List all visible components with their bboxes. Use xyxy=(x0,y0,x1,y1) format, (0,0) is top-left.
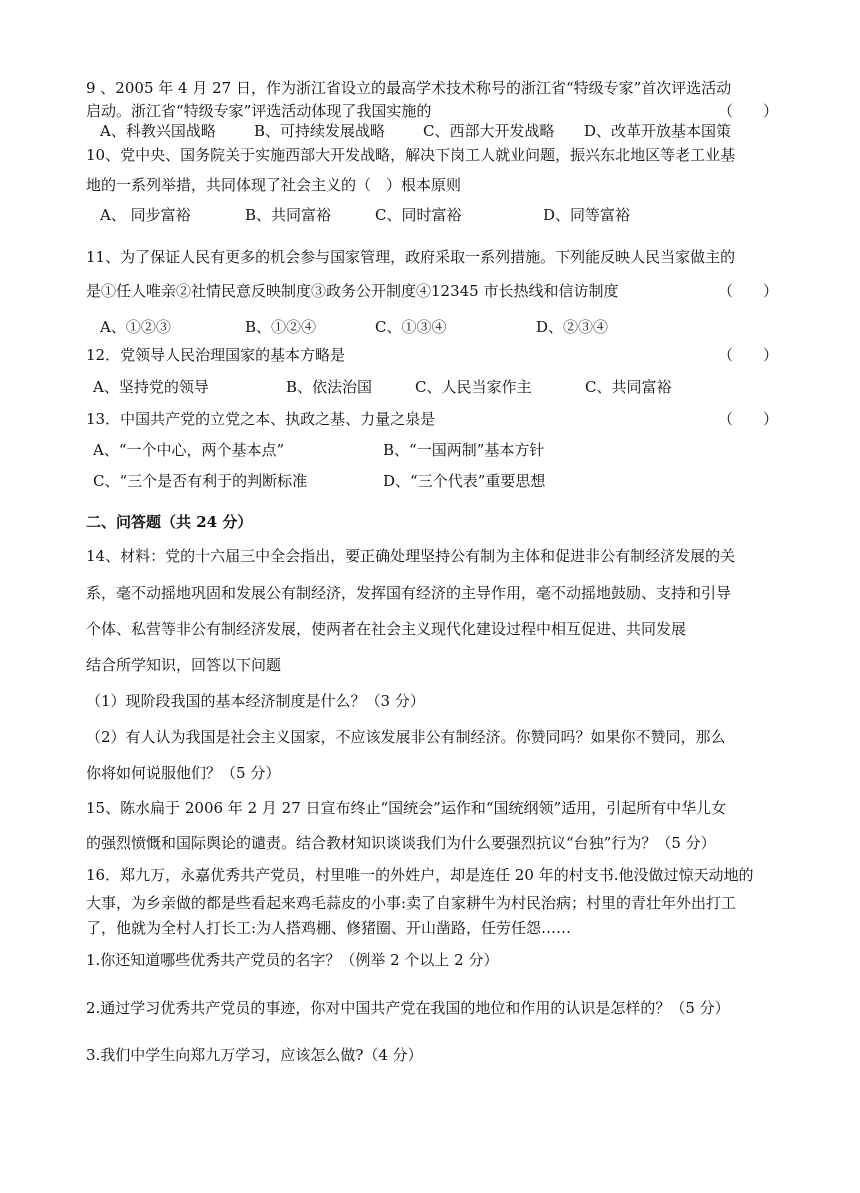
q15-line2: 的强烈愤慨和国际舆论的谴责。结合教材知识谈谈我们为什么要强烈抗议“台独”行为？（5 分） xyxy=(86,834,716,852)
q9-line1: 9 、2005 年 4 月 27 日，作为浙江省设立的最高学术技术称号的浙江省“特级专家”首次评选活动 xyxy=(86,79,732,97)
q11-line1: 11、为了保证人民有更多的机会参与国家管理，政府采取一系列措施。下列能反映人民当家做主的 xyxy=(86,248,736,266)
q14-line4: 结合所学知识，回答以下问题 xyxy=(86,656,282,674)
q9-option-b: B、可持续发展战略 xyxy=(254,122,386,140)
q11-option-d: D、②③④ xyxy=(536,318,609,336)
section-title: 二、问答题（共 24 分） xyxy=(86,513,253,531)
q12-option-d: C、共同富裕 xyxy=(585,378,672,396)
q10-option-d: D、同等富裕 xyxy=(543,206,631,224)
q16-sub2: 2.通过学习优秀共产党员的事迹，你对中国共产党在我国的地位和作用的认识是怎样的？（5 分） xyxy=(86,999,730,1017)
q11-line2: 是①任人唯亲②社情民意反映制度③政务公开制度④12345 市长热线和信访制度 xyxy=(86,282,619,300)
q12-line1: 12．党领导人民治理国家的基本方略是 xyxy=(86,346,346,364)
q10-option-a: A、 同步富裕 xyxy=(100,206,191,224)
q16-line2: 大事，为乡亲做的都是些看起来鸡毛蒜皮的小事:卖了自家耕牛为村民治病；村里的青壮年外出打工 xyxy=(86,894,737,912)
q12-option-c: C、人民当家作主 xyxy=(415,378,532,396)
q14-line3: 个体、私营等非公有制经济发展，使两者在社会主义现代化建设过程中相互促进、共同发展 xyxy=(86,620,687,638)
q10-option-b: B、共同富裕 xyxy=(245,206,332,224)
q13-option-c: C、“三个是否有利于的判断标准 xyxy=(93,472,308,490)
q13-option-d: D、“三个代表”重要思想 xyxy=(383,472,546,490)
q14-sub2-line2: 你将如何说服他们？（5 分） xyxy=(86,764,281,782)
q9-line2: 启动。浙江省“特级专家”评选活动体现了我国实施的 xyxy=(86,102,432,120)
q10-line1: 10、党中央、国务院关于实施西部大开发战略，解决下岗工人就业问题，振兴东北地区等老工业基 xyxy=(86,146,736,164)
q10-line2: 地的一系列举措，共同体现了社会主义的（ ）根本原则 xyxy=(86,176,462,194)
q16-sub3: 3.我们中学生向郑九万学习，应该怎么做?（4 分） xyxy=(86,1046,423,1064)
q10-option-c: C、同时富裕 xyxy=(375,206,462,224)
q11-option-a: A、①②③ xyxy=(100,318,171,336)
q12-option-a: A、坚持党的领导 xyxy=(93,378,209,396)
q13-option-a: A、“一个中心，两个基本点” xyxy=(93,441,285,459)
q11-option-b: B、①②④ xyxy=(245,318,317,336)
q9-answer-paren: （ ） xyxy=(718,102,779,120)
q14-line1: 14、材料：党的十六届三中全会指出，要正确处理坚持公有制为主体和促进非公有制经济发展的关 xyxy=(86,547,736,565)
q14-sub2-line1: （2）有人认为我国是社会主义国家，不应该发展非公有制经济。你赞同吗？如果你不赞同，那么 xyxy=(86,728,726,746)
q16-line3: 了，他就为全村人打长工:为人搭鸡棚、修猪圈、开山凿路，任劳任怨…… xyxy=(86,919,572,937)
q13-answer-paren: （ ） xyxy=(718,410,779,428)
q13-line1: 13．中国共产党的立党之本、执政之基、力量之泉是 xyxy=(86,410,436,428)
q16-line1: 16．郑九万，永嘉优秀共产党员，村里唯一的外姓户，却是连任 20 年的村支书.他没做过惊天动地的 xyxy=(86,866,754,884)
q12-option-b: B、依法治国 xyxy=(286,378,373,396)
q9-option-a: A、科教兴国战略 xyxy=(100,122,216,140)
q9-option-c: C、西部大开发战略 xyxy=(423,122,555,140)
q15-line1: 15、陈水扁于 2006 年 2 月 27 日宣布终止“国统会”运作和“国统纲领”适用，引起所有中华儿女 xyxy=(86,799,727,817)
q11-answer-paren: （ ） xyxy=(718,282,779,300)
q14-sub1: （1）现阶段我国的基本经济制度是什么？（3 分） xyxy=(86,692,425,710)
q11-option-c: C、①③④ xyxy=(375,318,447,336)
q13-option-b: B、“一国两制”基本方针 xyxy=(383,441,545,459)
q9-option-d: D、改革开放基本国策 xyxy=(584,122,732,140)
q12-answer-paren: （ ） xyxy=(718,346,779,364)
q16-sub1: 1.你还知道哪些优秀共产党员的名字？（例举 2 个以上 2 分） xyxy=(86,951,499,969)
q14-line2: 系，毫不动摇地巩固和发展公有制经济，发挥国有经济的主导作用，毫不动摇地鼓励、支持和引导 xyxy=(86,584,732,602)
